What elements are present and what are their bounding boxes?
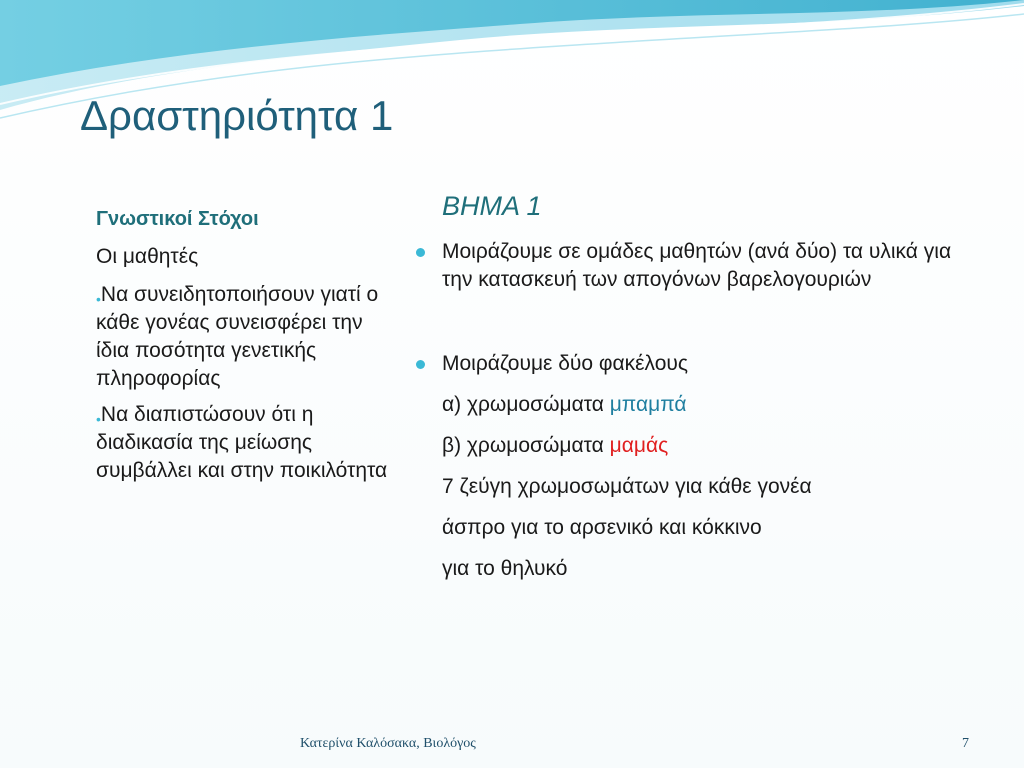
slide-title: Δραστηριότητα 1 xyxy=(80,92,394,139)
bullet-dot-icon xyxy=(416,360,425,369)
page-number: 7 xyxy=(962,736,969,751)
step-bullet xyxy=(442,350,962,378)
bullet-text: Μοιράζουμε δύο φακέλους xyxy=(442,352,689,375)
bullet-dot-icon xyxy=(416,248,425,257)
objective-item xyxy=(96,281,396,393)
mother-chromosomes-line xyxy=(442,432,668,460)
line-prefix: α) χρωμοσώματα xyxy=(442,393,610,416)
pairs-line: 7 ζεύγη χρωμοσωμάτων για κάθε γονέα xyxy=(442,475,812,498)
step-bullet xyxy=(442,238,962,294)
left-column xyxy=(96,205,396,493)
line-prefix: β) χρωμοσώματα xyxy=(442,434,610,457)
father-chromosomes-line xyxy=(442,391,687,419)
footer-author: Κατερίνα Καλόσακα, Βιολόγος xyxy=(300,736,476,751)
colors-line: άσπρο για το αρσενικό και κόκκινο xyxy=(442,516,762,539)
objective-text: Να διαπιστώσουν ότι η διαδικασία της μείωσης συμβάλλει και στην ποικιλότητα xyxy=(96,403,388,482)
objective-text: Να συνειδητοποιήσουν γιατί ο κάθε γονέας συνεισφέρει την ίδια ποσότητα γενετικής πληροφορίας xyxy=(96,283,379,390)
female-line: για το θηλυκό xyxy=(442,557,568,580)
objective-item xyxy=(96,401,396,485)
objectives-intro: Οι μαθητές xyxy=(96,245,199,268)
father-label: μπαμπά xyxy=(609,393,687,416)
mother-label: μαμάς xyxy=(609,434,669,457)
bullet-dot-icon: • xyxy=(96,411,101,427)
bullet-dot-icon: • xyxy=(96,291,101,307)
bullet-text: Μοιράζουμε σε ομάδες μαθητών (ανά δύο) τα υλικά για την κατασκευή των απογόνων βαρελογουριών xyxy=(442,240,952,291)
objectives-heading: Γνωστικοί Στόχοι xyxy=(96,208,259,230)
step-heading: ΒΗΜΑ 1 xyxy=(442,191,542,221)
